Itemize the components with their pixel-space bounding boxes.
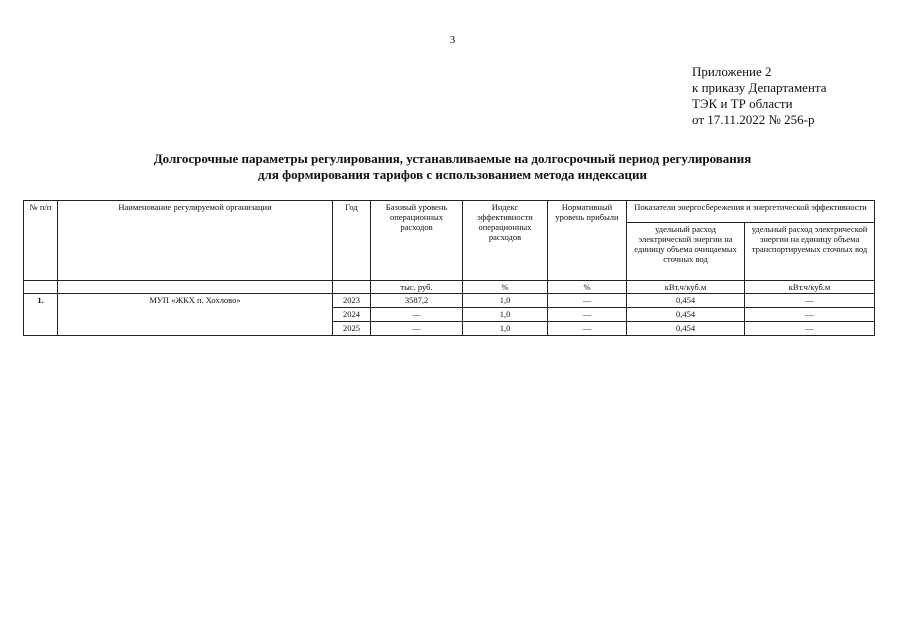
parameters-table: [23, 200, 875, 336]
header-year: Год: [333, 201, 371, 281]
cell-index: 1,0: [463, 308, 548, 322]
cell-energy-treated: 0,454: [627, 308, 745, 322]
cell-energy-treated: 0,454: [627, 294, 745, 308]
header-energy-treated: удельный расход электрической энергии на единицу объема очищаемых сточных вод: [627, 223, 745, 281]
cell-energy-transported: —: [745, 322, 875, 336]
appendix-block: [692, 64, 827, 128]
unit-empty: [58, 281, 333, 294]
cell-base-level: —: [371, 322, 463, 336]
header-org: Наименование регулируемой организации: [58, 201, 333, 281]
header-index: Индекс эффективности операционных расходов: [463, 201, 548, 281]
unit-base-level: тыс. руб.: [371, 281, 463, 294]
header-profit: Нормативный уровень прибыли: [548, 201, 627, 281]
cell-index: 1,0: [463, 294, 548, 308]
cell-year: 2025: [333, 322, 371, 336]
document-title: [0, 151, 905, 183]
cell-profit: —: [548, 308, 627, 322]
document-title-line: для формирования тарифов с использованием метода индексации: [257, 167, 648, 182]
header-num: № п/п: [24, 201, 58, 281]
header-energy-group: Показатели энергосбережения и энергетической эффективности: [627, 201, 875, 223]
appendix-order-date: от 17.11.2022 № 256-р: [692, 112, 815, 127]
cell-energy-transported: —: [745, 308, 875, 322]
unit-empty: [24, 281, 58, 294]
cell-year: 2023: [333, 294, 371, 308]
org-name: МУП «ЖКХ п. Хохлово»: [58, 294, 333, 336]
cell-energy-transported: —: [745, 294, 875, 308]
table-row: [24, 294, 875, 308]
appendix-line: Приложение 2: [692, 64, 772, 79]
appendix-line: к приказу Департамента: [692, 80, 827, 95]
header-energy-transported: удельный расход электрической энергии на единицу объема транспортируемых сточных вод: [745, 223, 875, 281]
unit-index: %: [463, 281, 548, 294]
cell-profit: —: [548, 294, 627, 308]
cell-base-level: 3587,2: [371, 294, 463, 308]
row-number: 1.: [24, 294, 58, 336]
unit-profit: %: [548, 281, 627, 294]
cell-base-level: —: [371, 308, 463, 322]
cell-index: 1,0: [463, 322, 548, 336]
unit-energy-treated: кВт.ч/куб.м: [627, 281, 745, 294]
page-number: 3: [449, 34, 456, 46]
header-base-level: Базовый уровень операционных расходов: [371, 201, 463, 281]
cell-energy-treated: 0,454: [627, 322, 745, 336]
unit-energy-transported: кВт.ч/куб.м: [745, 281, 875, 294]
document-title-line: Долгосрочные параметры регулирования, устанавливаемые на долгосрочный период регулирования: [153, 151, 752, 166]
cell-year: 2024: [333, 308, 371, 322]
cell-profit: —: [548, 322, 627, 336]
unit-empty: [333, 281, 371, 294]
appendix-line: ТЭК и ТР области: [692, 96, 793, 111]
